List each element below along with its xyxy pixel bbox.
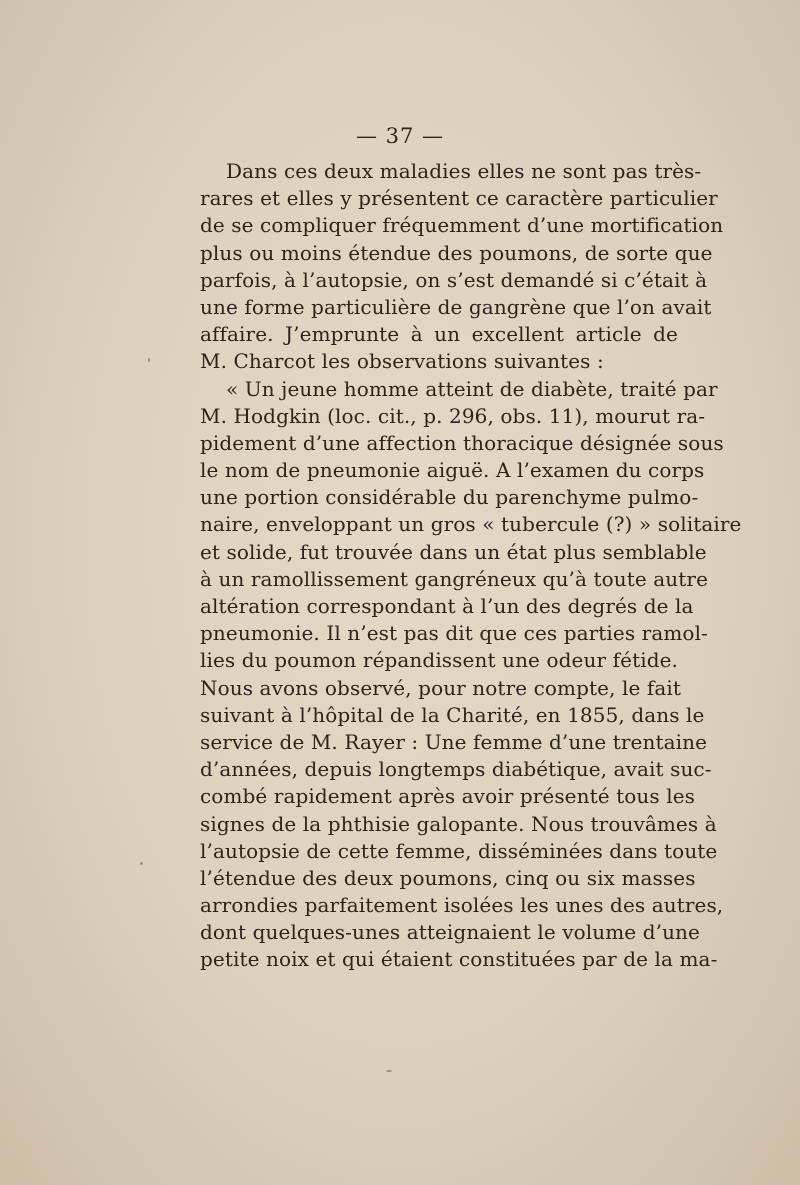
text-line: M. Charcot les observations suivantes : bbox=[200, 349, 604, 374]
text-line: à un ramollissement gangréneux qu’à toute autre bbox=[200, 566, 709, 591]
text-line: pidement d’une affection thoracique désignée sous bbox=[200, 430, 724, 455]
text-line: affaire. J’emprunte à un excellent article de bbox=[200, 322, 678, 347]
page-number: — 37 — bbox=[355, 124, 445, 148]
paper-speck bbox=[140, 862, 143, 865]
text-line: et solide, fut trouvée dans un état plus semblable bbox=[200, 539, 707, 564]
text-line: de se compliquer fréquemment d’une mortification bbox=[200, 213, 724, 238]
text-line: Nous avons observé, pour notre compte, le fait bbox=[200, 675, 682, 700]
text-line: dont quelques-unes atteignaient le volume d’une bbox=[200, 920, 700, 945]
text-line: l’autopsie de cette femme, disséminées dans toute bbox=[200, 838, 718, 863]
text-line: d’années, depuis longtemps diabétique, avait suc- bbox=[200, 757, 712, 782]
text-line: plus ou moins étendue des poumons, de sorte que bbox=[200, 240, 713, 265]
text-line: altération correspondant à l’un des degrés de la bbox=[200, 594, 694, 618]
text-line: petite noix et qui étaient constituées par de la ma- bbox=[200, 947, 718, 972]
text-line: l’étendue des deux poumons, cinq ou six masses bbox=[200, 865, 696, 890]
paper-speck bbox=[386, 1070, 392, 1072]
text-line: rares et elles y présentent ce caractère particulier bbox=[200, 186, 718, 211]
text-line: lies du poumon répandissent une odeur fétide. bbox=[200, 648, 678, 673]
text-line: « Un jeune homme atteint de diabète, traité par bbox=[226, 376, 718, 401]
text-line: service de M. Rayer : Une femme d’une trentaine bbox=[200, 729, 708, 754]
text-line: M. Hodgkin (loc. cit., p. 296, obs. 11), mourut ra- bbox=[200, 403, 706, 428]
text-line: suivant à l’hôpital de la Charité, en 1855, dans le bbox=[200, 702, 705, 727]
text-line: signes de la phthisie galopante. Nous trouvâmes à bbox=[200, 811, 717, 836]
text-line: une forme particulière de gangrène que l’on avait bbox=[200, 294, 712, 319]
text-line: pneumonie. Il n’est pas dit que ces parties ramol- bbox=[200, 621, 708, 646]
text-line: parfois, à l’autopsie, on s’est demandé si c’était à bbox=[200, 267, 708, 292]
text-line: arrondies parfaitement isolées les unes des autres, bbox=[200, 893, 724, 918]
body-text bbox=[200, 158, 742, 974]
text-line: Dans ces deux maladies elles ne sont pas très- bbox=[226, 159, 702, 183]
paper-speck bbox=[148, 358, 150, 362]
text-line: le nom de pneumonie aiguë. A l’examen du corps bbox=[200, 458, 705, 483]
text-line: combé rapidement après avoir présenté tous les bbox=[200, 784, 696, 809]
text-line: une portion considérable du parenchyme pulmo- bbox=[200, 485, 699, 510]
text-line: naire, enveloppant un gros « tubercule (?) » solitaire bbox=[200, 512, 742, 537]
